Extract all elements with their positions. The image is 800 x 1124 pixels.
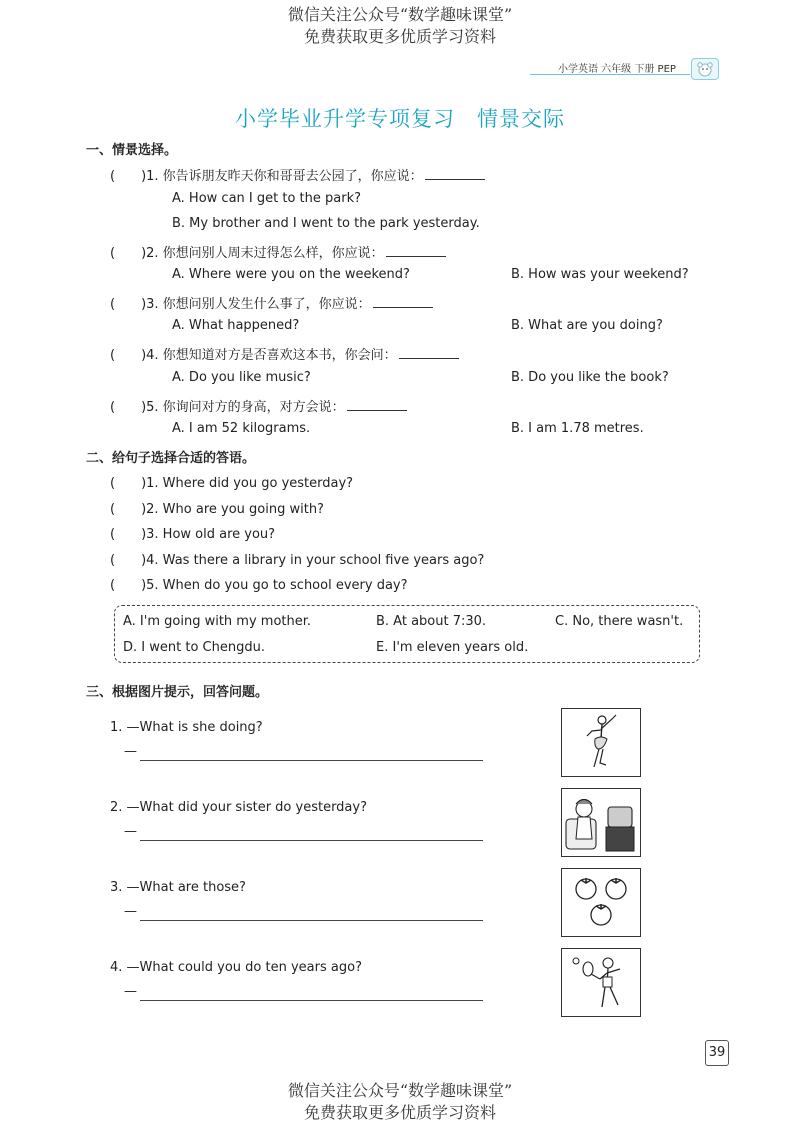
answer-option-e: E. I'm eleven years old. xyxy=(376,640,529,655)
s3-question-4: 4. —What could you do ten years ago? xyxy=(110,960,362,975)
s3-answer-line-3[interactable] xyxy=(140,920,483,921)
section2-heading: 二、给句子选择合适的答语。 xyxy=(86,451,256,466)
tomatoes-image xyxy=(561,868,641,937)
s3-answer-dash-3: — xyxy=(124,904,137,919)
s1-q2-option-b: B. How was your weekend? xyxy=(511,267,689,282)
watermark-bottom xyxy=(0,1080,800,1124)
s2-question-4: ( )4. Was there a library in your school five years ago? xyxy=(110,553,485,568)
answer-blank[interactable] xyxy=(386,244,446,257)
s3-answer-dash-1: — xyxy=(124,744,137,759)
s1-q1-option-a: A. How can I get to the park? xyxy=(172,191,361,206)
s3-question-3: 3. —What are those? xyxy=(110,880,246,895)
s1-q5-option-a: A. I am 52 kilograms. xyxy=(172,421,311,436)
s1-question-1: ( )1. 你告诉朋友昨天你和哥哥去公园了，你应说： xyxy=(110,165,485,184)
s2-question-2: ( )2. Who are you going with? xyxy=(110,502,324,517)
bear-mascot-icon xyxy=(691,58,719,80)
watermark-line2: 免费获取更多优质学习资料 xyxy=(303,1103,496,1122)
answer-blank[interactable] xyxy=(373,295,433,308)
s1-q4-option-a: A. Do you like music? xyxy=(172,370,311,385)
header-divider xyxy=(530,74,690,75)
girl-watching-tv-image xyxy=(561,788,641,857)
s3-answer-line-1[interactable] xyxy=(140,760,483,761)
page-number: 39 xyxy=(705,1040,729,1066)
answer-option-c: C. No, there wasn't. xyxy=(555,614,684,629)
watermark-line1: 微信关注公众号“数学趣味课堂” xyxy=(287,1081,513,1100)
answer-option-a: A. I'm going with my mother. xyxy=(123,614,312,629)
s1-q3-option-b: B. What are you doing? xyxy=(511,318,663,333)
page-title: 小学毕业升学专项复习 情景交际 xyxy=(235,107,565,131)
section1-heading: 一、情景选择。 xyxy=(86,143,178,158)
watermark-line2: 免费获取更多优质学习资料 xyxy=(303,27,496,46)
s3-question-2: 2. —What did your sister do yesterday? xyxy=(110,800,367,815)
s3-answer-dash-2: — xyxy=(124,824,137,839)
s3-answer-dash-4: — xyxy=(124,984,137,999)
watermark-line1: 微信关注公众号“数学趣味课堂” xyxy=(287,5,513,24)
s1-q4-option-b: B. Do you like the book? xyxy=(511,370,669,385)
s1-q5-option-b: B. I am 1.78 metres. xyxy=(511,421,644,436)
s1-question-4: ( )4. 你想知道对方是否喜欢这本书，你会问： xyxy=(110,344,459,363)
boy-playing-badminton-image xyxy=(561,948,641,1017)
dancing-girl-image xyxy=(561,708,641,777)
section3-heading: 三、根据图片提示，回答问题。 xyxy=(86,685,269,700)
s2-question-5: ( )5. When do you go to school every day? xyxy=(110,578,408,593)
answer-option-b: B. At about 7:30. xyxy=(376,614,487,629)
s1-question-3: ( )3. 你想问别人发生什么事了，你应说： xyxy=(110,293,433,312)
s1-question-5: ( )5. 你询问对方的身高，对方会说： xyxy=(110,396,407,415)
s3-answer-line-4[interactable] xyxy=(140,1000,483,1001)
s1-q1-option-b: B. My brother and I went to the park yesterday. xyxy=(172,216,480,231)
s1-q3-option-a: A. What happened? xyxy=(172,318,300,333)
header-tag: 小学英语 六年级 下册 PEP xyxy=(558,64,676,75)
s2-question-3: ( )3. How old are you? xyxy=(110,527,276,542)
s1-q2-option-a: A. Where were you on the weekend? xyxy=(172,267,410,282)
watermark-top xyxy=(0,4,800,48)
s2-question-1: ( )1. Where did you go yesterday? xyxy=(110,476,354,491)
answer-blank[interactable] xyxy=(399,346,459,359)
answer-blank[interactable] xyxy=(425,167,485,180)
answer-blank[interactable] xyxy=(347,398,407,411)
s3-question-1: 1. —What is she doing? xyxy=(110,720,263,735)
answer-option-d: D. I went to Chengdu. xyxy=(123,640,265,655)
s3-answer-line-2[interactable] xyxy=(140,840,483,841)
s1-question-2: ( )2. 你想问别人周末过得怎么样，你应说： xyxy=(110,242,446,261)
